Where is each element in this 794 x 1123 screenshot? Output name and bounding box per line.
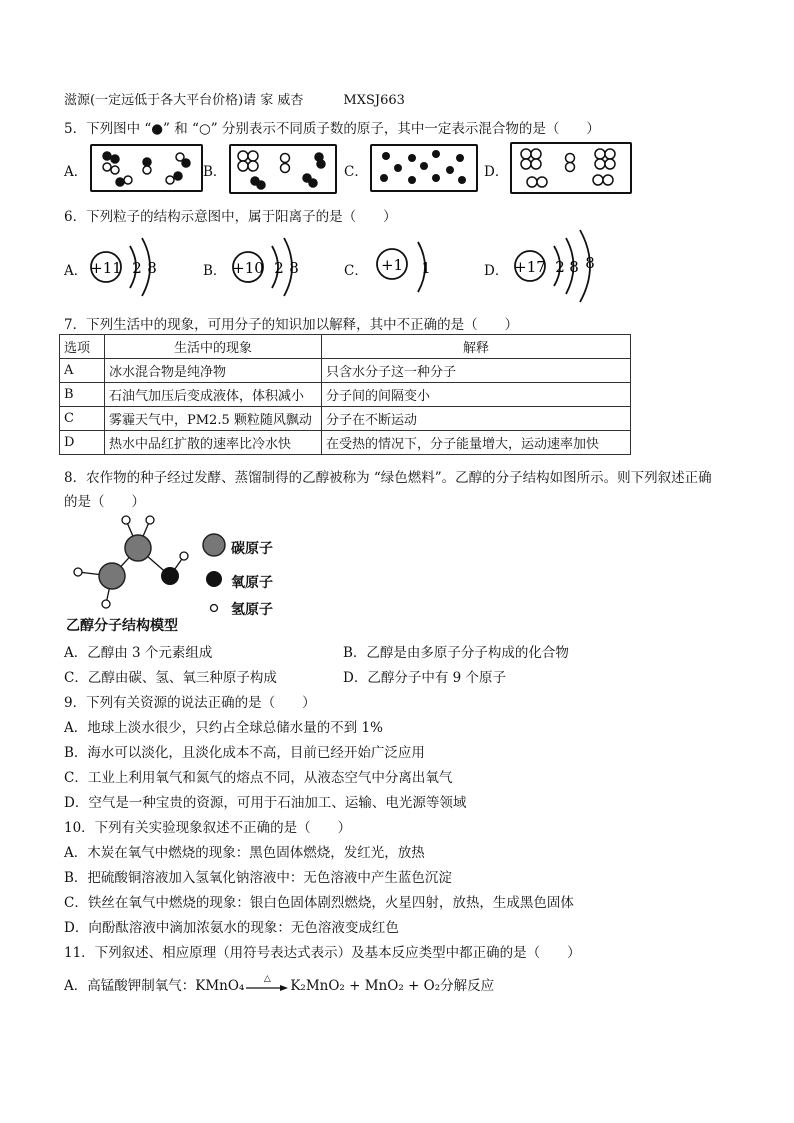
q6-shell-d-3: 8 <box>585 254 595 272</box>
q8-option-c: C．乙醇由碳、氢、氧三种原子构成 <box>64 670 277 686</box>
q8-option-a: A．乙醇由 3 个元素组成 <box>64 645 213 661</box>
q7-table <box>59 334 631 455</box>
q5-label-b: B． <box>203 164 227 180</box>
q7-cell: 在受热的情况下，分子能量增大，运动速率加快 <box>322 431 631 455</box>
q11-products: K₂MnO₂ + MnO₂ + O₂ <box>290 978 441 994</box>
reaction-arrow-icon <box>244 973 290 994</box>
q5-box-b <box>229 144 337 194</box>
q7-header-explanation: 解释 <box>322 335 631 359</box>
table-row <box>60 383 631 407</box>
q5-box-a <box>90 144 203 192</box>
q7-header-phenomenon: 生活中的现象 <box>105 335 322 359</box>
q6-shell-b-2: 8 <box>289 259 299 277</box>
q10-option-d: D．向酚酞溶液中滴加浓氨水的现象：无色溶液变成红色 <box>64 920 399 936</box>
q7-cell: 雾霾天气中，PM2.5 颗粒随风飘动 <box>105 407 322 431</box>
table-row <box>60 431 631 455</box>
q9-option-d: D．空气是一种宝贵的资源，可用于石油加工、运输、电光源等领域 <box>64 795 467 811</box>
q7-cell: D <box>60 431 105 455</box>
q8-option-d: D．乙醇分子中有 9 个原子 <box>343 670 506 686</box>
q6-shell-d-2: 8 <box>569 258 579 276</box>
q9-option-b: B．海水可以淡化，且淡化成本不高，目前已经开始广泛应用 <box>64 745 425 761</box>
q6-nucleus-d: +17 <box>514 258 546 276</box>
q7-cell: A <box>60 359 105 383</box>
q6-label-a: A． <box>64 263 88 279</box>
q5-label-a: A． <box>64 164 88 180</box>
q7-cell: 石油气加压后变成液体，体积减小 <box>105 383 322 407</box>
q6-shell-d-1: 2 <box>555 258 565 276</box>
q10-stem: 10．下列有关实验现象叙述不正确的是（ ） <box>64 820 352 836</box>
q11-stem: 11．下列叙述、相应原理（用符号表达式表示）及基本反应类型中都正确的是（ ） <box>64 945 581 961</box>
q7-cell: 冰水混合物是纯净物 <box>105 359 322 383</box>
q5-particles-d <box>512 144 630 192</box>
q7-cell: 热水中品红扩散的速率比冷水快 <box>105 431 322 455</box>
q6-shell-b-1: 2 <box>274 259 284 277</box>
oxygen-atom-icon <box>206 571 222 587</box>
table-row <box>60 359 631 383</box>
ethanol-model-title: 乙醇分子结构模型 <box>66 618 178 634</box>
q6-label-c: C． <box>344 263 368 279</box>
q6-atom-b <box>228 232 308 302</box>
q5-label-c: C． <box>344 164 368 180</box>
q7-stem: 7．下列生活中的现象，可用分子的知识加以解释，其中不正确的是（ ） <box>64 317 519 333</box>
q10-option-c: C．铁丝在氧气中燃烧的现象：银白色固体剧烈燃烧，火星四射，放热，生成黑色固体 <box>64 895 574 911</box>
q11-a-prefix: A．高锰酸钾制氧气： <box>64 978 196 994</box>
legend-oxygen: 氧原子 <box>231 575 273 591</box>
q6-stem: 6．下列粒子的结构示意图中，属于阳离子的是（ ） <box>64 209 397 225</box>
q5-stem: 5．下列图中 “●” 和 “○” 分别表示不同质子数的原子，其中一定表示混合物的是（ ） <box>64 121 600 137</box>
q6-nucleus-b: +10 <box>232 259 264 277</box>
header-line <box>64 89 405 108</box>
q8-stem-line1: 8．农作物的种子经过发酵、蒸馏制得的乙醇被称为 “绿色燃料”。乙醇的分子结构如图所示。则下列叙述正确 <box>64 470 712 486</box>
q5-particles-c <box>372 146 476 190</box>
q6-atom-d <box>510 228 610 306</box>
q11-condition: △ <box>263 973 271 984</box>
q6-atom-a <box>86 232 166 302</box>
q6-shell-a-1: 2 <box>132 259 142 277</box>
q6-nucleus-a: +11 <box>90 259 122 277</box>
q7-cell: 分子在不断运动 <box>322 407 631 431</box>
q7-cell: B <box>60 383 105 407</box>
q9-option-c: C．工业上利用氧气和氮气的熔点不同，从液态空气中分离出氧气 <box>64 770 453 786</box>
header-text: 滋源(一定远低于各大平台价格)请 家 威杏 <box>64 93 304 108</box>
q7-header-row <box>60 335 631 359</box>
q8-stem-line2: 的是（ ） <box>64 494 145 510</box>
q6-atom-c <box>372 232 442 302</box>
q8-option-b: B．乙醇是由多原子分子构成的化合物 <box>343 645 569 661</box>
q7-cell: 分子间的间隔变小 <box>322 383 631 407</box>
q6-nucleus-c: +1 <box>380 256 404 274</box>
carbon-atom-icon <box>203 534 225 556</box>
q11-reaction-type: 分解反应 <box>440 978 495 994</box>
hydrogen-atom-icon <box>211 605 218 612</box>
q6-label-b: B． <box>203 263 227 279</box>
q6-shell-a-2: 8 <box>147 259 157 277</box>
header-code: MXSJ663 <box>343 93 405 108</box>
legend-hydrogen: 氢原子 <box>231 602 273 618</box>
q5-particles-a <box>92 146 201 190</box>
q5-box-d <box>510 142 632 194</box>
q5-label-d: D． <box>484 164 509 180</box>
q10-option-b: B．把硫酸铜溶液加入氢氧化钠溶液中：无色溶液中产生蓝色沉淀 <box>64 870 452 886</box>
q5-box-c <box>370 144 478 192</box>
q5-particles-b <box>231 146 335 192</box>
q6-label-d: D． <box>484 263 509 279</box>
q6-shell-c-1: 1 <box>421 259 431 277</box>
ethanol-model <box>70 512 220 612</box>
table-row <box>60 407 631 431</box>
ethanol-legend-icons <box>202 532 232 622</box>
q9-option-a: A．地球上淡水很少，只约占全球总储水量的不到 1% <box>64 720 383 736</box>
q10-option-a: A．木炭在氧气中燃烧的现象：黑色固体燃烧，发红光，放热 <box>64 845 425 861</box>
q11-option-a <box>64 974 494 994</box>
legend-carbon: 碳原子 <box>231 541 273 557</box>
q7-cell: 只含水分子这一种分子 <box>322 359 631 383</box>
q7-header-option: 选项 <box>60 335 105 359</box>
q11-reactant: KMnO₄ <box>195 978 245 994</box>
q7-cell: C <box>60 407 105 431</box>
q9-stem: 9．下列有关资源的说法正确的是（ ） <box>64 695 316 711</box>
